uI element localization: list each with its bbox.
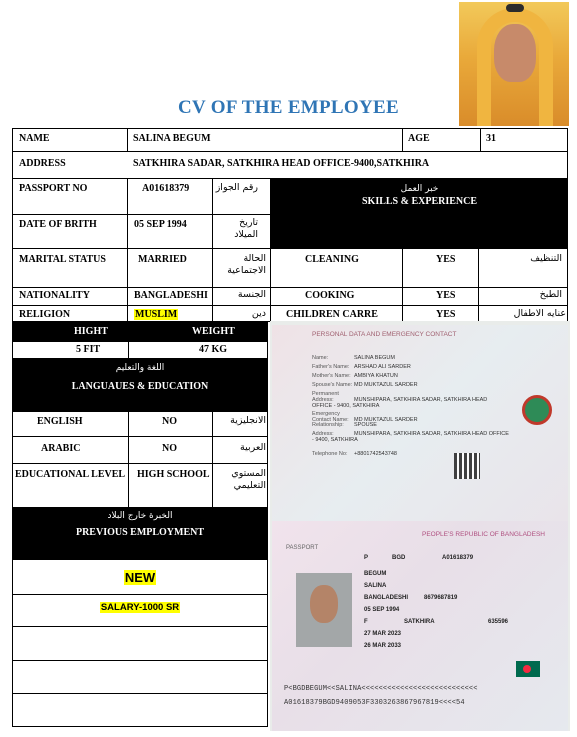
lang-arabic-label: ARABIC xyxy=(41,443,81,454)
employment-header-arabic: الخبرة خارج البلاد xyxy=(107,511,173,521)
passport-label: PASSPORT NO xyxy=(19,183,88,194)
height-value: 5 FIT xyxy=(76,344,101,355)
religion-value: MUSLIM xyxy=(135,309,178,320)
address-value: SATKHIRA SADAR, SATKHIRA HEAD OFFICE-9400,SATKHIRA xyxy=(133,158,430,169)
skills-header-arabic: خبر العمل xyxy=(400,184,439,194)
marital-label-arabic: الحالة الاجتماعية xyxy=(227,253,266,276)
nationality-label: NATIONALITY xyxy=(19,290,90,301)
languages-header xyxy=(12,359,268,411)
passport-label-arabic: رقم الجواز xyxy=(215,182,258,193)
page-title: CV OF THE EMPLOYEE xyxy=(178,97,399,118)
languages-header-arabic: اللغة والتعليم xyxy=(115,363,165,373)
education-value: HIGH SCHOOL xyxy=(137,469,210,480)
scanned-documents xyxy=(270,321,570,731)
passport-page: PEOPLE'S REPUBLIC OF BANGLADESH PASSPORT P BGD A01618379 BEGUM SALINA BANGLADESHI 8679687819 05 SEP 1994 F SATKHIRA 635596 27 MAR 2023 26 MAR 2033 P<BGDBEGUM<<SALINA<<<<<<<<<<<<<<<<<<<<<<<<<<< A01618379BGD9409053F3303263867967819<<<<54 xyxy=(272,521,568,731)
skill-cooking-label: COOKING xyxy=(305,290,355,301)
dob-label-arabic: تاريخ الميلاد xyxy=(234,217,258,240)
address-label: ADDRESS xyxy=(19,158,66,169)
languages-header-title: LANGUAUES & EDUCATION xyxy=(71,381,209,392)
nationality-label-arabic: الجنسة xyxy=(237,289,266,300)
mrz-line-1: P<BGDBEGUM<<SALINA<<<<<<<<<<<<<<<<<<<<<<<<<<< xyxy=(284,685,478,693)
dob-label: DATE OF BRITH xyxy=(19,219,97,230)
government-seal xyxy=(522,395,552,425)
skill-cleaning-value: YES xyxy=(436,254,456,265)
skills-header-title: SKILLS & EXPERIENCE xyxy=(361,196,478,207)
face xyxy=(494,24,536,82)
lang-arabic-arabic: العربية xyxy=(240,442,266,453)
employment-header-title: PREVIOUS EMPLOYMENT xyxy=(75,527,205,538)
skill-childcare-label: CHILDREN CARRE xyxy=(286,309,378,320)
dob-value: 05 SEP 1994 xyxy=(134,219,187,230)
marital-label: MARITAL STATUS xyxy=(19,254,106,265)
passport-type-label: PASSPORT xyxy=(286,545,319,551)
lang-english-label: ENGLISH xyxy=(37,416,83,427)
passport-photo xyxy=(296,573,352,647)
bangladesh-flag-icon xyxy=(516,661,540,677)
mrz-line-2: A01618379BGD9409053F3303263867967819<<<<54 xyxy=(284,699,465,707)
name-label: NAME xyxy=(19,133,50,144)
lang-english-value: NO xyxy=(162,416,177,427)
skill-cleaning-label: CLEANING xyxy=(305,254,359,265)
skill-cooking-value: YES xyxy=(436,290,456,301)
religion-label: RELIGION xyxy=(19,309,71,320)
skill-cleaning-arabic: التنظيف xyxy=(530,253,562,264)
skills-header xyxy=(271,179,568,248)
nationality-value: BANGLADESHI xyxy=(134,290,208,301)
age-value: 31 xyxy=(486,133,496,144)
education-arabic: المستوي التعليمي xyxy=(231,468,266,491)
passport-value: A01618379 xyxy=(142,183,190,194)
age-label: AGE xyxy=(408,133,430,144)
employment-status: NEW xyxy=(124,570,156,585)
skill-cooking-arabic: الطبخ xyxy=(539,289,562,300)
skill-childcare-arabic: عنايه الاطفال xyxy=(513,308,566,319)
skill-childcare-value: YES xyxy=(436,309,456,320)
weight-label: WEIGHT xyxy=(192,326,235,337)
passport-country: PEOPLE'S REPUBLIC OF BANGLADESH xyxy=(422,531,545,538)
education-label: EDUCATIONAL LEVEL xyxy=(14,469,126,480)
employment-header xyxy=(12,508,268,559)
religion-label-arabic: دين xyxy=(251,308,266,319)
emergency-contact-card: PERSONAL DATA AND EMERGENCY CONTACT Name: SALINA BEGUM Father's Name: ARSHAD ALI SARDER Mother's Name: AMBIYA KHATUN Spouse's Name: MD MUKTAZUL SARDER Permanent Address: MUNSHIPARA, SATKHIRA SADAR, SATKHIRA HEAD OFFICE - 9400, SATKHIRA Emergency Contact Name: MD MUKTAZUL SARDER Relationship: SPOUSE Address: MUNSHIPARA, SATKHIRA SADAR, SATKHIRA HEAD OFFICE - 9400, SATKHIRA Telephone No: +8801742543748 xyxy=(272,325,568,521)
lang-arabic-value: NO xyxy=(162,443,177,454)
name-value: SALINA BEGUM xyxy=(133,133,211,144)
marital-value: MARRIED xyxy=(138,254,187,265)
salary: SALARY-1000 SR xyxy=(100,602,180,613)
height-label: HIGHT xyxy=(74,326,108,337)
lang-english-arabic: الانجليزية xyxy=(230,415,266,426)
card-heading: PERSONAL DATA AND EMERGENCY CONTACT xyxy=(312,331,457,338)
qr-code xyxy=(454,453,480,479)
scarf-tie xyxy=(506,4,524,12)
weight-value: 47 KG xyxy=(199,344,228,355)
